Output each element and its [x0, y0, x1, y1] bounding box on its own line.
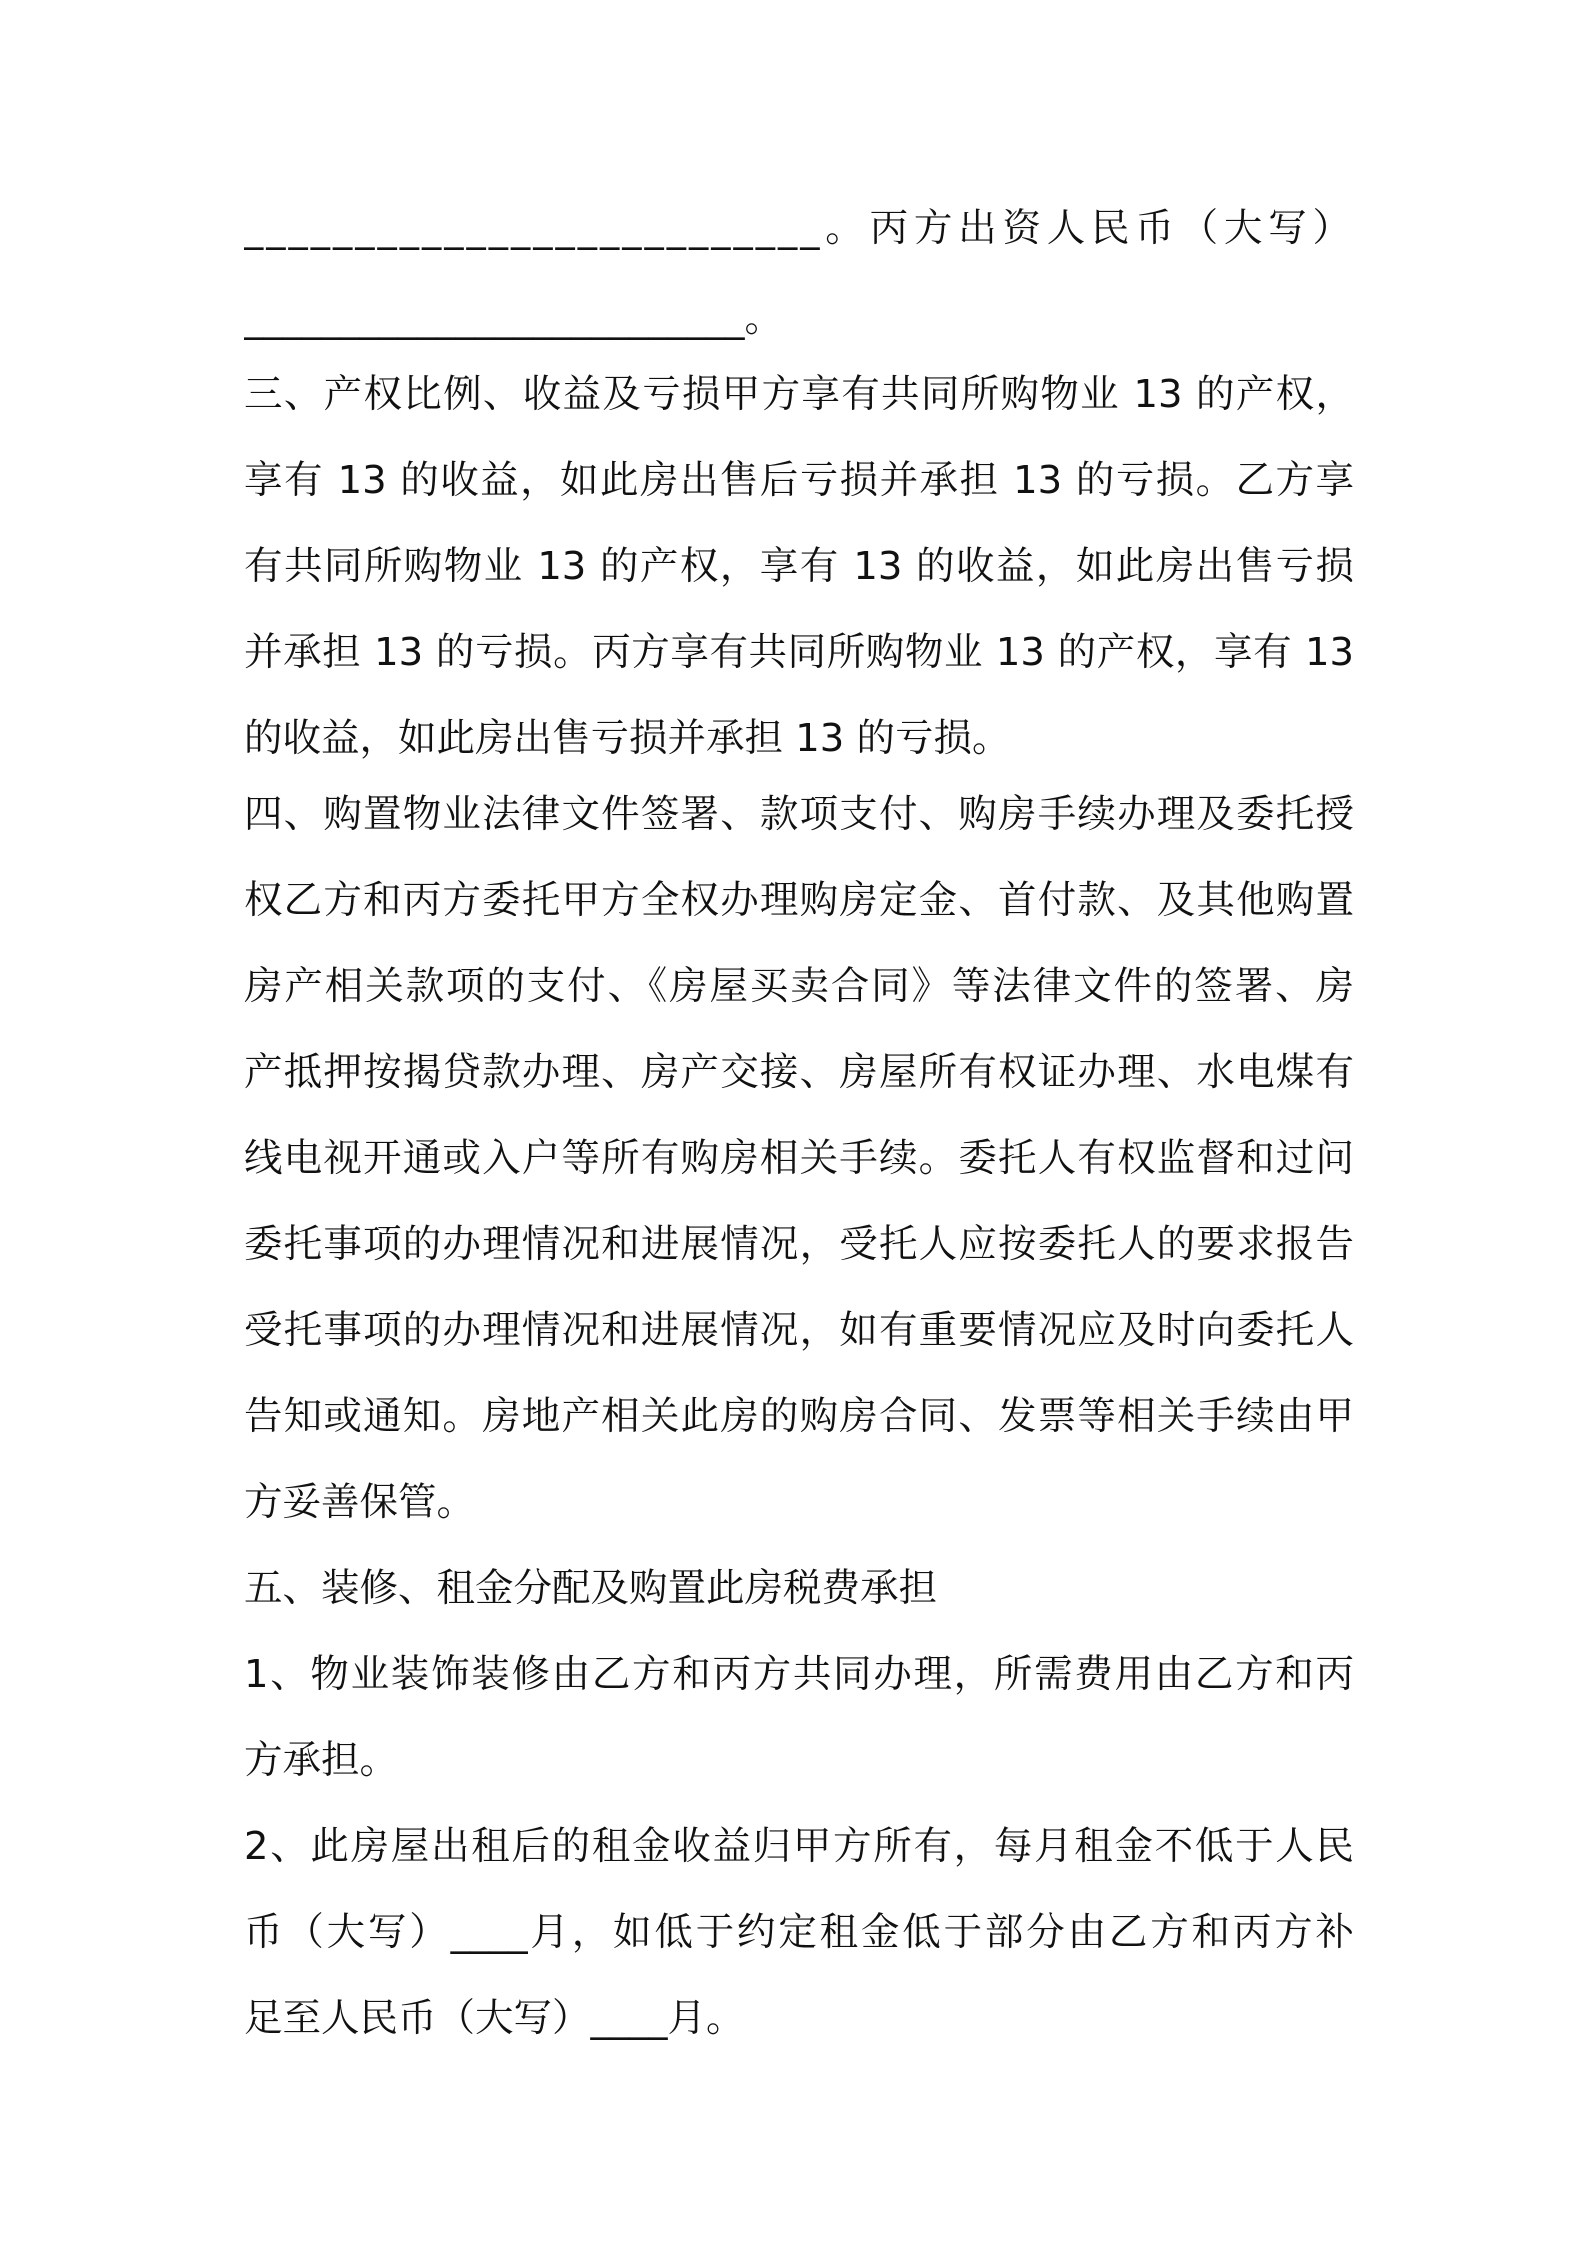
blank-line-bing-investment: __________________________。丙方出资人民币（大写） — [244, 206, 1354, 251]
paragraph-line: 告知或通知。房地产相关此房的购房合同、发票等相关手续由甲 — [244, 1394, 1354, 1439]
section-4-heading-line: 四、购置物业法律文件签署、款项支付、购房手续办理及委托授 — [244, 792, 1354, 837]
paragraph-line: 享有 13 的收益，如此房出售后亏损并承担 13 的亏损。乙方享 — [244, 458, 1354, 503]
section-5-heading: 五、装修、租金分配及购置此房税费承担 — [244, 1566, 938, 1611]
paragraph-line: 房产相关款项的支付、《房屋买卖合同》等法律文件的签署、房 — [244, 964, 1354, 1009]
paragraph-line: 受托事项的办理情况和进展情况，如有重要情况应及时向委托人 — [244, 1308, 1354, 1353]
paragraph-line: 委托事项的办理情况和进展情况，受托人应按委托人的要求报告 — [244, 1222, 1354, 1267]
clause-2-line: 币（大写）____月，如低于约定租金低于部分由乙方和丙方补 — [244, 1910, 1354, 1955]
paragraph-line: 方妥善保管。 — [244, 1480, 476, 1525]
paragraph-line: 产抵押按揭贷款办理、房产交接、房屋所有权证办理、水电煤有 — [244, 1050, 1354, 1095]
clause-1-line: 方承担。 — [244, 1738, 399, 1783]
paragraph-line: 的收益，如此房出售亏损并承担 13 的亏损。 — [244, 716, 1011, 761]
paragraph-line: 有共同所购物业 13 的产权，享有 13 的收益，如此房出售亏损 — [244, 544, 1354, 589]
paragraph-line: 并承担 13 的亏损。丙方享有共同所购物业 13 的产权，享有 13 — [244, 630, 1354, 675]
blank-line: __________________________。 — [244, 296, 784, 341]
paragraph-line: 线电视开通或入户等所有购房相关手续。委托人有权监督和过问 — [244, 1136, 1354, 1181]
clause-2-line: 足至人民币（大写）____月。 — [244, 1996, 745, 2041]
section-3-heading-line: 三、产权比例、收益及亏损甲方享有共同所购物业 13 的产权， — [244, 372, 1354, 417]
clause-1-line: 1、物业装饰装修由乙方和丙方共同办理，所需费用由乙方和丙 — [244, 1652, 1354, 1697]
clause-2-line: 2、此房屋出租后的租金收益归甲方所有，每月租金不低于人民 — [244, 1824, 1354, 1869]
paragraph-line: 权乙方和丙方委托甲方全权办理购房定金、首付款、及其他购置 — [244, 878, 1354, 923]
